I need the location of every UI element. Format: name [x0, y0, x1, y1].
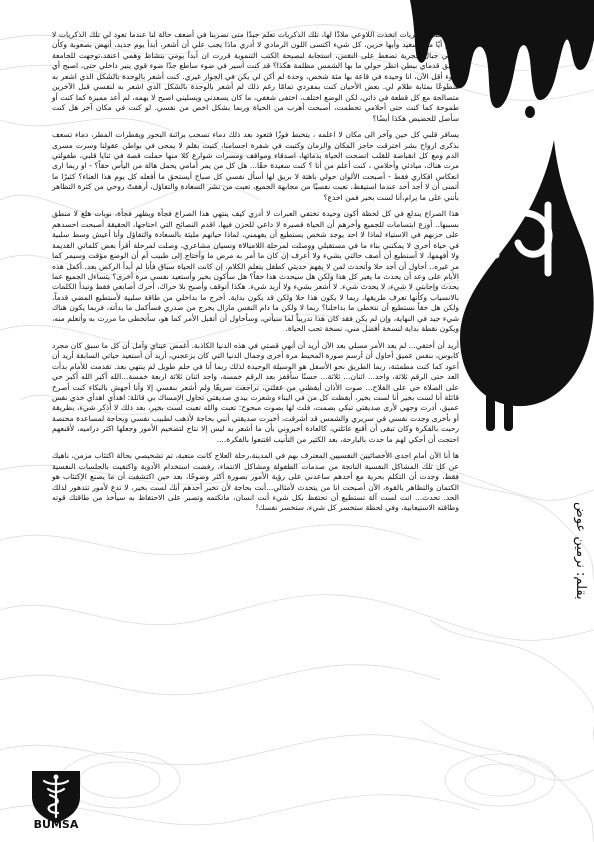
- title-calligraphy-art: [466, 185, 566, 435]
- author-byline: بقلم: نرمين عوض: [573, 502, 588, 600]
- paragraph-2: يسافر قلبي كل حين وآخر الى مكان لا اعلمه ، يتخبط فوزًا فتعود بعد ذلك دماء تسحب براثنة البحور ويقطرات المطر، دماء تسعف بذكرى ارواح بشر اخترقت حاجز المكان والزمان وكتبت في شفرة اجسامنا، كتبت بقلم لا يمحى في بواطن عقولنا وسرت مسرى الدم ومع كل انقباضة للقلب اتضحت الحياة بدمائها، اصدقاء ومواقف ومسرات شوارع كلا منها حملت قصة في ثنايا قلبي، طفولتي مرت هناك، مبادئي وأحلامي ، كنت أعلم من أنا ؟ كنت سعيدة حقًا... هل كل من يمر أمامي يحمل هالة من اليأس حقاً؟ - او ربما ارى انعكاس افكاري فقط - أصبحت الألوان حولي باهتة لا بريق لها أسأل نفسي كل صباح أيستحق ما أفعله كل يوم هذا العناء؟ كثيرًا ما أتمنى أن لا أجد أحد عندما استيقظ، تعبت نفسيًا من مجابهة الجميع، تعبت من نشر السعادة والتفاؤل، أرهقتْ روحي من كثرة التظاهر بأنني على ما يرام،أنا لست بخير فمن اخدع؟: [52, 130, 459, 202]
- logo-wordmark: BUMSA: [33, 818, 79, 831]
- paragraph-5: ها أنا الآن أمام احدى الأخصائيين النفسيين المعترف بهم في المدينة،رحلة العلاج كانت متعبة، تم تشخيصي بحالة اكتئاب مزمن، ناهيك عن كل تلك المشاكل النفسية الناتجة من صدمات الطفولة ومشاكل الانتماء، رفضت استخدام الأدوية واكتفيت بالجلسات النفسية فقط، وجدت أن التكلم بحرية مع أحدهم ساعدني على رؤية الأمور بصورة أكثر وضوحًا، بعد حين اكتشفت أن ما يصنع الإكتئاب هو الكتمان والتظاهر بالقوة، الآن أصبحت انا من يتحدث لأمثالي...أنت بحاجة لأن تخبر أحدهم أنك لست بخير، لا تدع لأمور تتدهور لذلك الحد. تحدث... انت لست آلة تستطيع أن تحتفظ بكل شيء أنت انسان، ماتكتمه وتصبر على الاحتفاظ به سيأخذ من طاقتك قوته وطاقته الاستيعابية، وفي لحظة ستخسر كل شيء، ستخسر نفسك!: [52, 451, 459, 513]
- paragraph-4: أريد أن أختفي... لم يعد الأمر مسلي بعد الآن أريد أن أنهي قصتي في هذه الدنيا الكاذبة. أغمض عيناي وآمل أن كل ما سبق كان مجرد كابوس، بنفس عميق أحاول أن أرسم صورة المحيط مرة أخرى وجمال الدنيا التي كان يزعجني، أريد أن أستعيد حياتي السابقة أريد أن أعود كما كنت مطمئنة، ربما الطريق نحو الأسفل هو الوسيلة الوحيدة لذلك ربما أنا في حلم طويل لم ينتهي بعد. تقدمت للأمام بدأت العد حتى الرقم ثلاثة، واحد... اثنان... ثلاثة... حسنًا سأقفز بعد الرقم خمسة، واحد اثنان ثلاثة اربعة خمسة...الله أكبر الله أكبر حي على الصلاة حي على الفلاح... صوت الأذان أيقظني من غفلتي، تراجعت سريعًا ولم أشعر بنفسي إلا وأنا أجهش بالبكاء كنت أصرخ قائلة أنا لست بخير أنا لست بخير، أيقظت كل من في البناء وشعرت بيدي صديقتي تحاول الإمساك بي قائلة: اهدأي اهدأي خذي نفس عميق، أدرت وجهي لأرى صديقتي تبكي بصمت، فلت لها بصوت مبحوح: تعبت والله تعبت لست بخير، بعد ذلك لا أذكر شيء، بطريقة أو بأخرى وجدت نفسي في سريري والشمس قد أشرقت، أخبرت صديقتي أنني بحاجة لأذهب لطبيب نفسي وبحاجة لمساعدة مختصة رحبت بالفكرة وكان تبقى أن أقنع عائلتي، كالعادة أخبروني بأن ما أشعر به ليس إلا نتاج لتضخيم الأمور وجعلها اكثر دراميه، لأقنعهم احتجت أن أحكي لهم ما حدث بالبارحة، بعد الكثير من التأنيب اقتنعوا بالفكرة....: [52, 340, 459, 444]
- paragraph-3: هذا الصراع يندلع في كل لحظة أكون وحيدة تختفي العبرات لا أدري كيف ينتهي هذا الصراع فجأة ويظهر فجأة، نوبات هلع لا منطق بسببها.. أوزع ابتسامات للجميع وأخرهم أن الحياة قصيرة لا داعي للحزن فيها، اقدم النصائح التي احتاجها، الحقيقة أصبحت احسدهم على حزنهم في الاستياء لماذا لا احد يوجد شخص يستطيع أن يفهمني، لماذا حياتهم مليئة بالسعادة والتفاؤل وأنا أعيش وسط سلبية في حياة أخرى لا يمكنني بناء ما في مستقبلي ووصلت لمرحلة اللامبالاة ونسيان مشاعري، وصلت لمرحلة أقرأ بعض كلماتي القديمة ولا أفهمها، لا أستطيع أن أصف حالتي بشيء ولا أعرف إن كان ما أمر به مرض ما وأحتاج إلى طبيب أم أن الوضع مؤقت وسيمر كما مر غيره.. أحاول أن أجد حلا وأتحدث لمن لا يفهم حديثي كطفل يتعلم الكلام، إن كانت الحياة سباق فأنا لم أبدأ الركض بعد. أكمل هذه الأيام على وعد أن يحدث ما يغير كل هذا ولكن هل سيحدث هذا حقاً؟ هل سأكون بخير وأستعيد نفسي مرة أخرى؟ يتساءل الجميع عما يحدث وإجابتي لا شيء، لا يحدث شيء. لا أشعر بشيء ولا أريد شيء. هكذا أتوقف وأصبح بلا حراك، أحرك أصابعي فقط وتبدأ الكلمات بالانسياب وكأنها تعرف طريقها، ربما لا يكون هذا حلا ولكن قد يكون بداية. أخرج ما بداخلي من طاقة سلبية لأستطيع المضي قدماً، ولكن هل حقاً نستطيع أن نتخطى ما بداخلنا؟ ربما لا ولكن ما دام النفس مازال يخرج من صدري فسأكمل ما بدأته، فربما يكون هناك شيء جيد في النهاية، وإن لم يكن فقد كان هذا تدريباً لما سيأتي، وسأحاول أن أتقبل الأمر كما هو، سأتخطى ما مررت به وأتعلم منه، ويكون نقطة بداية لنسخة أفضل مني، نسخة تحب الحياة.: [52, 209, 459, 334]
- title-text: شظية!!: [514, 430, 518, 431]
- article-body: [52, 30, 459, 520]
- paragraph-1: دوي انفجار ذكريات اتخذت اللاوعي ملاذًا لها، تلك الذكريات تعلم جيدًا متى تضربنا في أضعف حالة لنا عندما تعود لي تلك الذكريات لا أعلم أيًا منها سعيد وأيها حزين، كل شيء اكتسى اللون الرمادي لا أدري ماذا يجب علي أن أشعر، أبدأ يوم جديد، أنهض بصعوبة وكأن فوقي جبال حجرية تضغط على النفس، استجابة لنصيحة الكتب التنموية قررت ان أبدأ يومي بنشاط وهمي اعتقد،توجهت للجامعة اسبق قدماي بيطن انظر حولي ما بها الشمس مظلمة هكذا؟ قد كنت أسير في ضوء ساطع جدًا ضوء قوي ينير داخلي حتى، اصبح أي ضوء أقل الآن، انا وحيدة في قاعة بها مئة شخص، وحدة لم أكن لي يكن في الجوار غيري. كنت أشعر بالوحدة بالشكل الذي اشعر به سطوعًا بمثابة ظلام لي. بعض الأحيان كنت بمفردي تمامًا رغم ذلك لم أشعر بالوحدة بالشكل الذي اشعر به لنفسي قبل الآخرين متصالحة مع كل قطعة في ذاتي، لكن الوضع اختلف، اختفى شغفي، ما كان يسعدني ويسليني اصبح لا يهمه، لم أعد مميزة كما كنت أو طموحة كما كنت حتى أحلامي تحطمت، أصبحت أهرب من الحياة وربما بشكل اخص من نفسي. لو كنت في مكان آخر هل كنت سأصل للحضيض هكذا أيضًا؟: [52, 30, 459, 123]
